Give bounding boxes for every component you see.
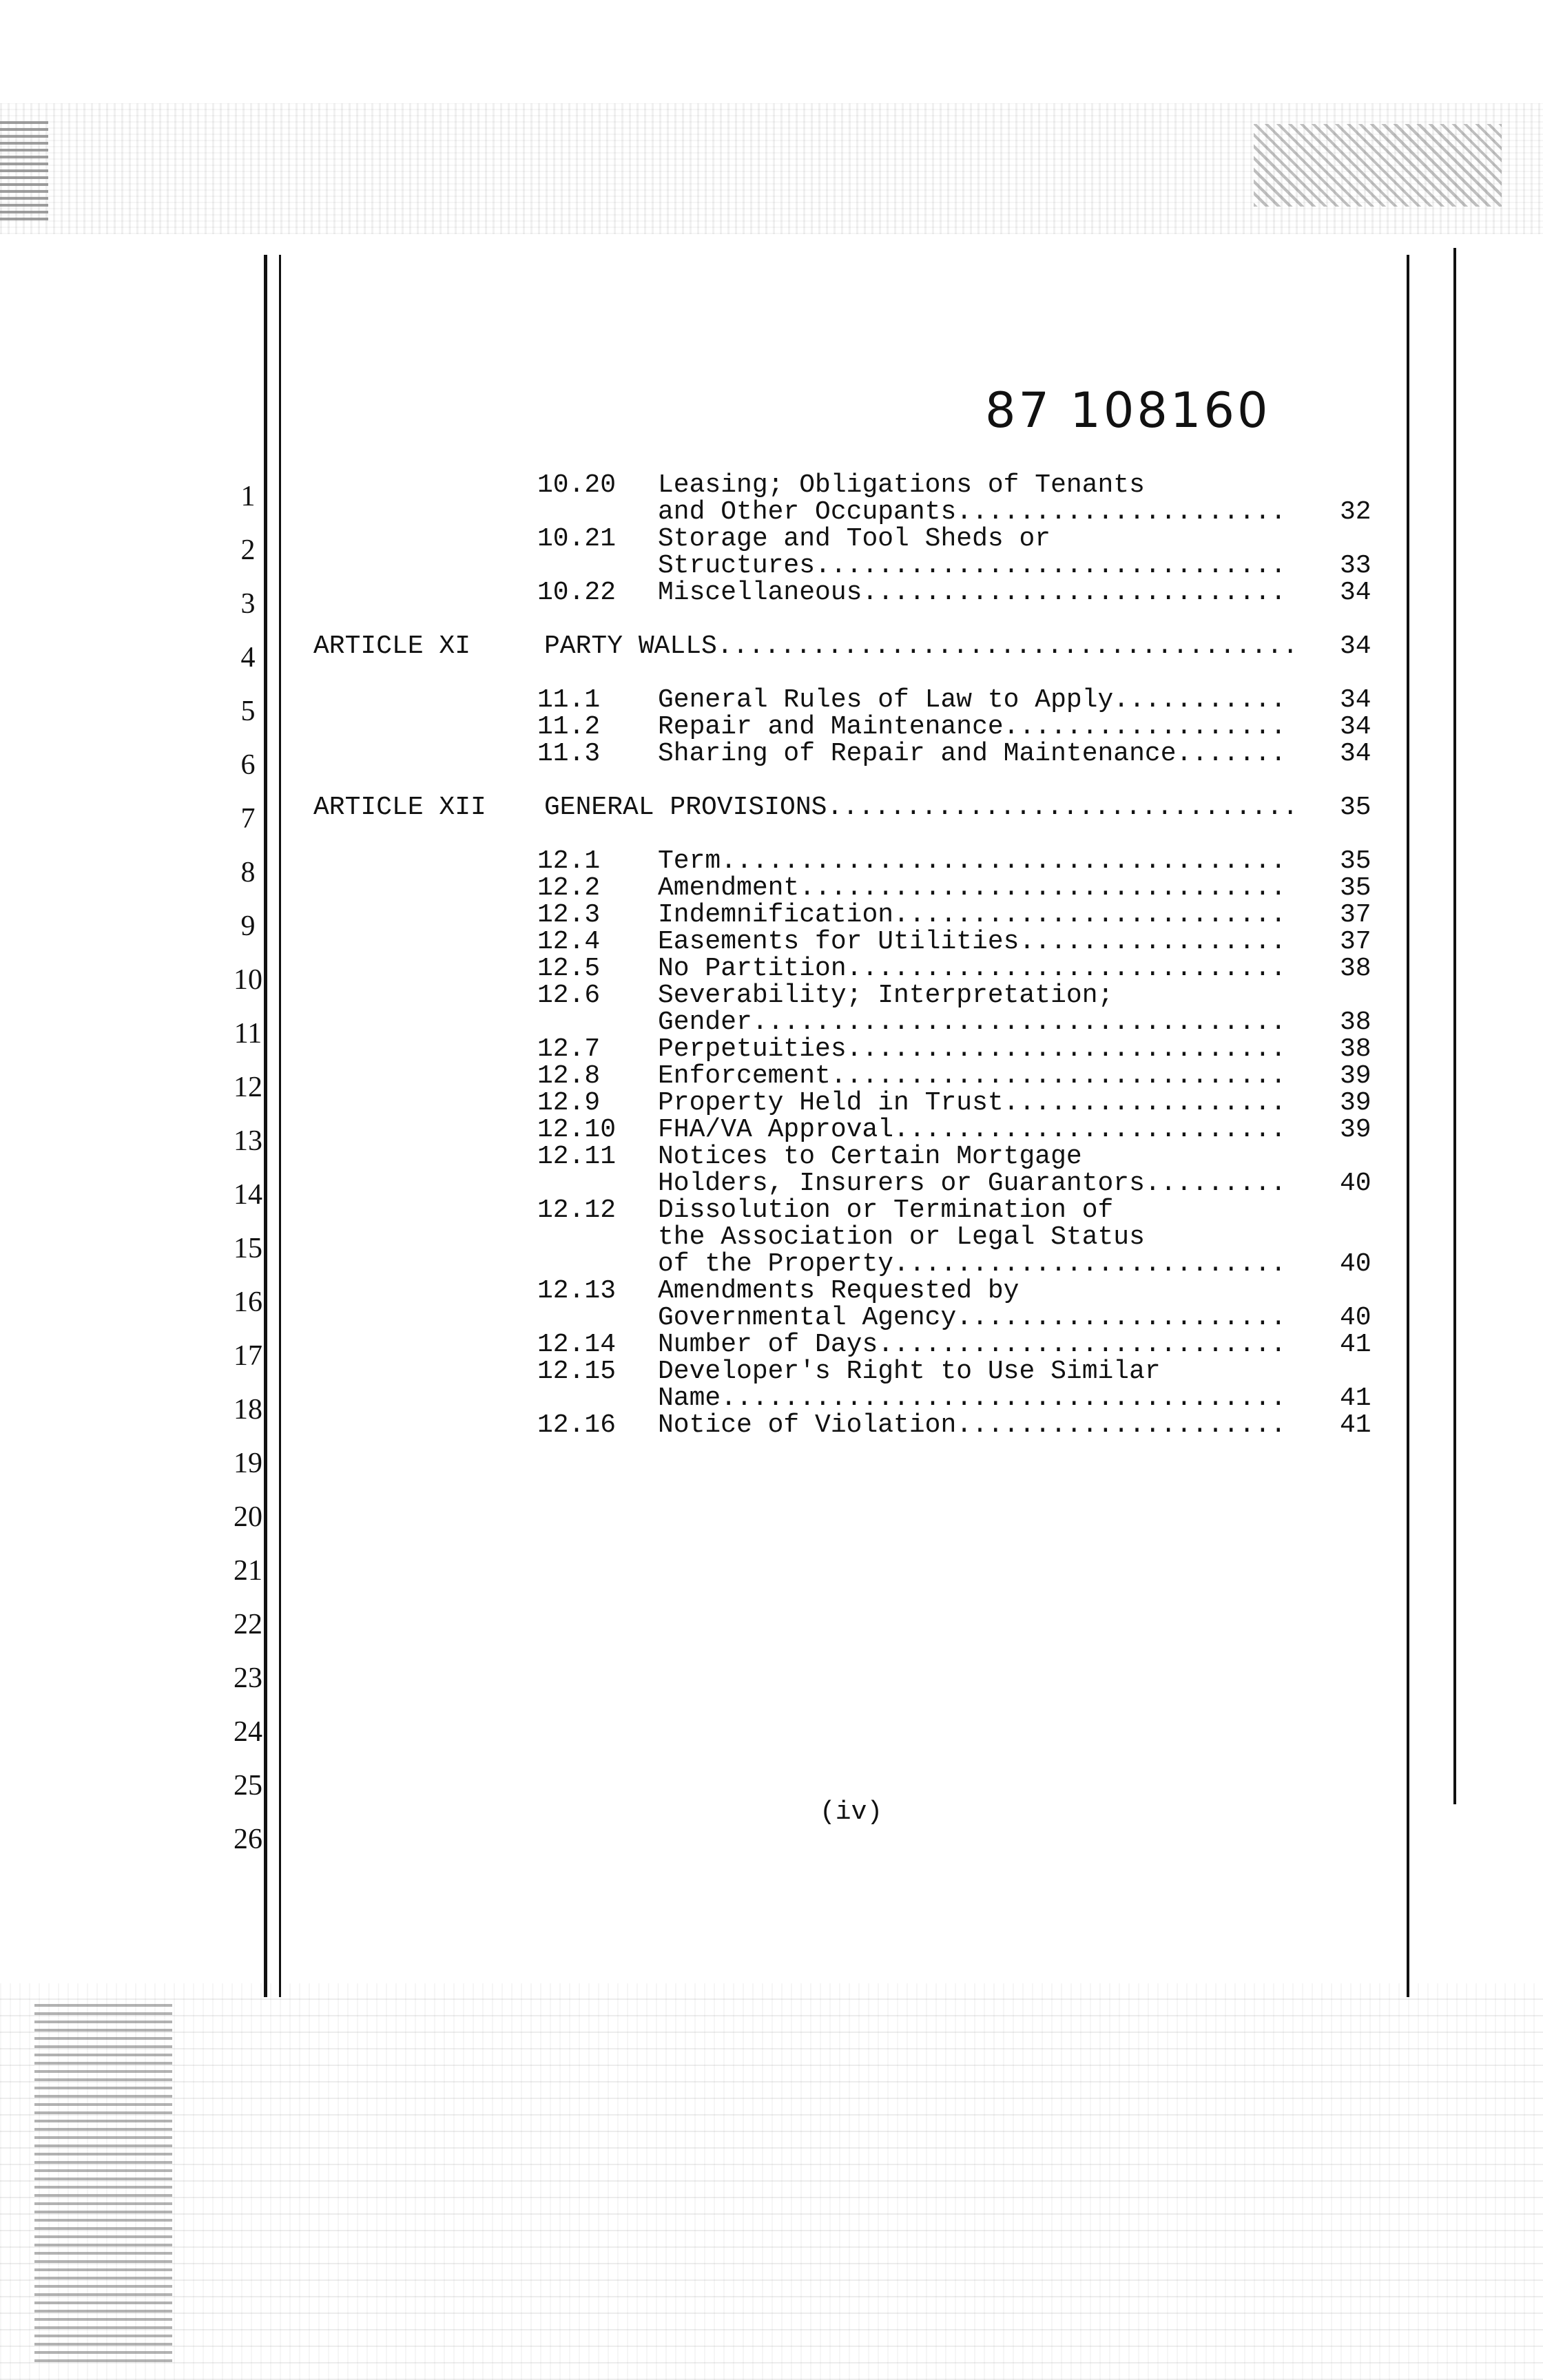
toc-page-number: 34 bbox=[1340, 631, 1371, 661]
toc-entry-title: General Rules of Law to Apply........... bbox=[658, 685, 1287, 715]
line-number: 23 bbox=[234, 1662, 262, 1694]
toc-entry-title: Structures.............................. bbox=[658, 551, 1287, 581]
toc-article-title: GENERAL PROVISIONS.............................. bbox=[544, 793, 1298, 822]
toc-section-number: 10.21 bbox=[537, 524, 617, 554]
toc-section-number: 11.3 bbox=[537, 739, 601, 769]
line-number: 24 bbox=[234, 1716, 262, 1748]
toc-page-number: 38 bbox=[1340, 954, 1371, 983]
toc-entry-title: Perpetuities............................ bbox=[658, 1034, 1287, 1064]
toc-section-number: 12.11 bbox=[537, 1142, 617, 1171]
toc-section-number: 11.1 bbox=[537, 685, 601, 715]
scan-noise-bottom bbox=[0, 1983, 1543, 2380]
toc-entry-title: Gender.................................. bbox=[658, 1008, 1287, 1037]
toc-section-number: 12.2 bbox=[537, 873, 601, 903]
toc-page-number: 35 bbox=[1340, 846, 1371, 876]
toc-page-number: 38 bbox=[1340, 1008, 1371, 1037]
line-number: 9 bbox=[240, 910, 256, 942]
toc-entry-title: Indemnification......................... bbox=[658, 900, 1287, 930]
toc-entry-title: Developer's Right to Use Similar bbox=[658, 1357, 1161, 1386]
line-number: 7 bbox=[240, 803, 256, 835]
line-number: 2 bbox=[240, 534, 256, 566]
toc-page-number: 40 bbox=[1340, 1249, 1371, 1279]
toc-page-number: 39 bbox=[1340, 1088, 1371, 1118]
toc-page-number: 34 bbox=[1340, 739, 1371, 769]
line-number: 3 bbox=[240, 588, 256, 620]
toc-page-number: 41 bbox=[1340, 1330, 1371, 1359]
toc-entry-title: Severability; Interpretation; bbox=[658, 981, 1114, 1010]
toc-article-title: PARTY WALLS..................................... bbox=[544, 631, 1298, 661]
toc-section-number: 12.15 bbox=[537, 1357, 617, 1386]
toc-entry-title: Easements for Utilities................. bbox=[658, 927, 1287, 957]
line-number: 26 bbox=[234, 1824, 262, 1855]
document-number-stamp: 87 108160 bbox=[985, 382, 1271, 439]
toc-page-number: 39 bbox=[1340, 1061, 1371, 1091]
toc-entry-title: Sharing of Repair and Maintenance....... bbox=[658, 739, 1287, 769]
toc-page-number: 39 bbox=[1340, 1115, 1371, 1145]
toc-section-number: 12.9 bbox=[537, 1088, 601, 1118]
toc-page-number: 41 bbox=[1340, 1410, 1371, 1440]
line-number: 10 bbox=[234, 964, 262, 996]
toc-page-number: 35 bbox=[1340, 793, 1371, 822]
line-number: 20 bbox=[234, 1501, 262, 1533]
toc-entry-title: FHA/VA Approval......................... bbox=[658, 1115, 1287, 1145]
line-number: 11 bbox=[234, 1018, 262, 1050]
scan-noise-top bbox=[0, 103, 1543, 234]
line-number: 16 bbox=[234, 1286, 262, 1318]
toc-section-number: 10.20 bbox=[537, 470, 617, 500]
toc-entry-title: Property Held in Trust.................. bbox=[658, 1088, 1287, 1118]
toc-section-number: 12.1 bbox=[537, 846, 601, 876]
toc-page-number: 40 bbox=[1340, 1303, 1371, 1333]
toc-entry-title: Dissolution or Termination of bbox=[658, 1196, 1114, 1225]
line-number: 21 bbox=[234, 1555, 262, 1587]
toc-entry-title: Enforcement............................. bbox=[658, 1061, 1287, 1091]
line-number: 25 bbox=[234, 1770, 262, 1802]
toc-page-number: 38 bbox=[1340, 1034, 1371, 1064]
toc-section-number: 12.12 bbox=[537, 1196, 617, 1225]
toc-page-number: 37 bbox=[1340, 900, 1371, 930]
toc-entry-title: Notice of Violation..................... bbox=[658, 1410, 1287, 1440]
toc-entry-title: of the Property......................... bbox=[658, 1249, 1287, 1279]
toc-section-number: 12.8 bbox=[537, 1061, 601, 1091]
toc-entry-title: Storage and Tool Sheds or bbox=[658, 524, 1051, 554]
page-footer-number: (iv) bbox=[820, 1797, 883, 1827]
toc-section-number: 12.6 bbox=[537, 981, 601, 1010]
toc-section-number: 12.4 bbox=[537, 927, 601, 957]
toc-article-label: ARTICLE XI bbox=[313, 631, 471, 661]
line-number: 12 bbox=[234, 1072, 262, 1103]
toc-article-label: ARTICLE XII bbox=[313, 793, 486, 822]
toc-page-number: 40 bbox=[1340, 1169, 1371, 1198]
line-number: 18 bbox=[234, 1394, 262, 1426]
line-number: 4 bbox=[240, 642, 256, 674]
right-edge-rule bbox=[1453, 248, 1456, 1804]
toc-page-number: 33 bbox=[1340, 551, 1371, 581]
toc-page-number: 34 bbox=[1340, 578, 1371, 607]
toc-section-number: 10.22 bbox=[537, 578, 617, 607]
toc-entry-title: Repair and Maintenance.................. bbox=[658, 712, 1287, 742]
toc-entry-title: Holders, Insurers or Guarantors......... bbox=[658, 1169, 1287, 1198]
line-number: 22 bbox=[234, 1609, 262, 1640]
toc-section-number: 12.10 bbox=[537, 1115, 617, 1145]
toc-page-number: 41 bbox=[1340, 1384, 1371, 1413]
line-number: 13 bbox=[234, 1125, 262, 1157]
toc-page-number: 32 bbox=[1340, 497, 1371, 527]
toc-section-number: 12.14 bbox=[537, 1330, 617, 1359]
toc-entry-title: Number of Days.......................... bbox=[658, 1330, 1287, 1359]
toc-section-number: 12.3 bbox=[537, 900, 601, 930]
toc-entry-title: Miscellaneous........................... bbox=[658, 578, 1287, 607]
toc-entry-title: Term.................................... bbox=[658, 846, 1287, 876]
toc-section-number: 12.7 bbox=[537, 1034, 601, 1064]
line-number: 15 bbox=[234, 1233, 262, 1264]
line-number: 1 bbox=[240, 481, 256, 512]
line-number: 17 bbox=[234, 1340, 262, 1372]
toc-entry-title: Leasing; Obligations of Tenants bbox=[658, 470, 1145, 500]
toc-entry-title: Name.................................... bbox=[658, 1384, 1287, 1413]
toc-page-number: 34 bbox=[1340, 685, 1371, 715]
line-number: 14 bbox=[234, 1179, 262, 1211]
line-number: 6 bbox=[240, 749, 256, 781]
toc-entry-title: Governmental Agency..................... bbox=[658, 1303, 1287, 1333]
toc-section-number: 12.5 bbox=[537, 954, 601, 983]
toc-section-number: 12.13 bbox=[537, 1276, 617, 1306]
toc-page-number: 35 bbox=[1340, 873, 1371, 903]
line-number: 19 bbox=[234, 1448, 262, 1479]
line-number: 5 bbox=[240, 696, 256, 727]
toc-entry-title: Amendment............................... bbox=[658, 873, 1287, 903]
toc-section-number: 12.16 bbox=[537, 1410, 617, 1440]
right-margin-rule bbox=[1407, 255, 1409, 1997]
toc-page-number: 34 bbox=[1340, 712, 1371, 742]
toc-entry-title: Amendments Requested by bbox=[658, 1276, 1019, 1306]
line-number: 8 bbox=[240, 857, 256, 888]
toc-page-number: 37 bbox=[1340, 927, 1371, 957]
toc-section-number: 11.2 bbox=[537, 712, 601, 742]
toc-entry-title: and Other Occupants..................... bbox=[658, 497, 1287, 527]
toc-entry-title: Notices to Certain Mortgage bbox=[658, 1142, 1082, 1171]
toc-entry-title: the Association or Legal Status bbox=[658, 1222, 1145, 1252]
toc-entry-title: No Partition............................ bbox=[658, 954, 1287, 983]
